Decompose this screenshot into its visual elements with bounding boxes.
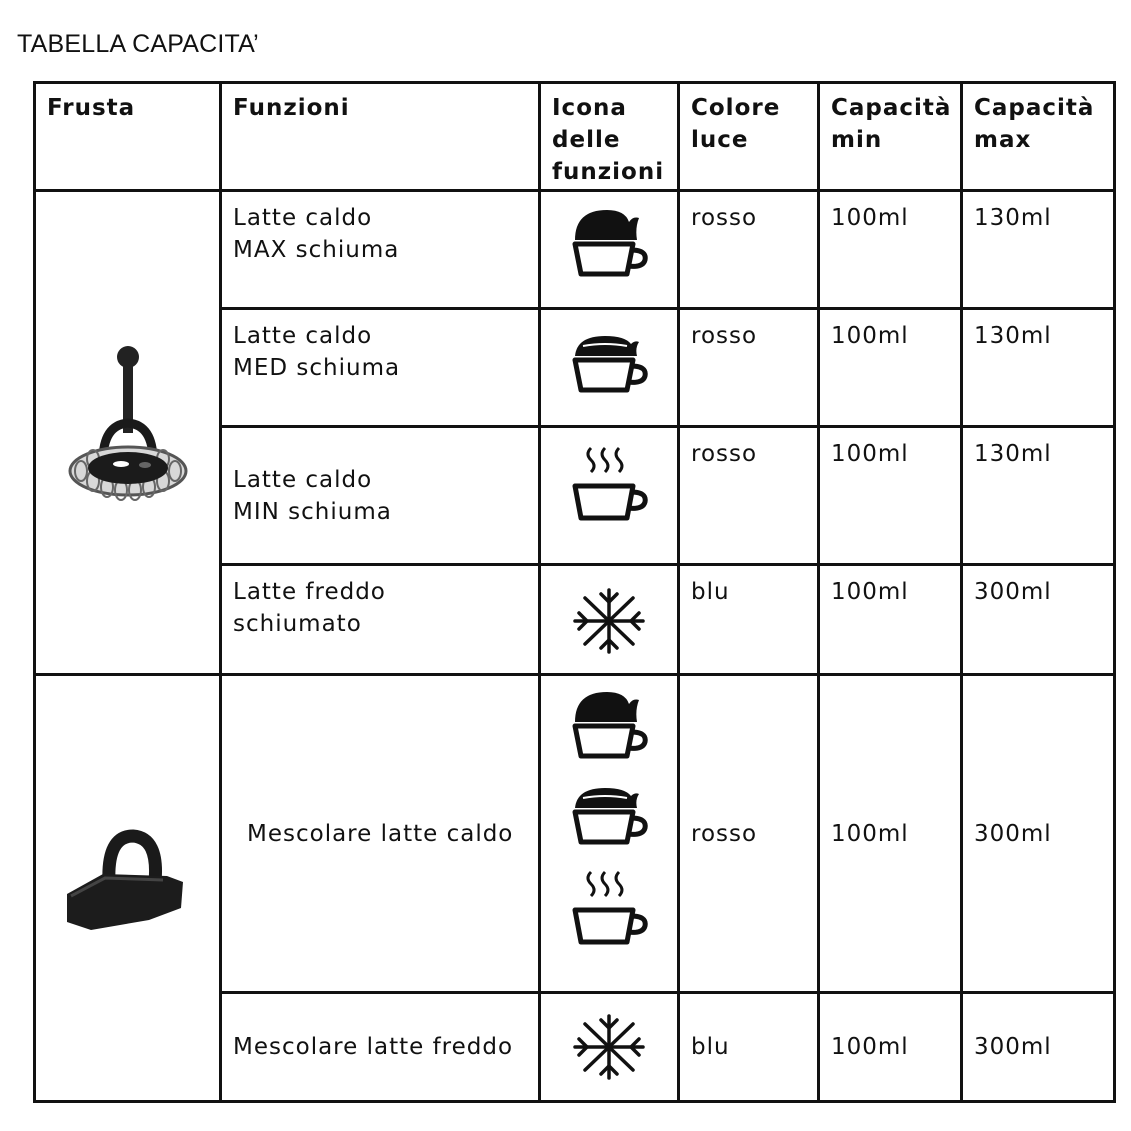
- max-cell: 130ml: [962, 309, 1115, 427]
- icon-cell: [540, 675, 679, 993]
- snowflake-icon: [571, 586, 647, 656]
- light-cell: rosso: [679, 191, 819, 309]
- icon-cell: [540, 309, 679, 427]
- cup-max-foam-icon: [569, 690, 649, 760]
- cup-steam-icon: [569, 446, 649, 522]
- header-row: [35, 83, 1115, 191]
- header-frusta: Frusta: [35, 83, 221, 191]
- header-cap-max: Capacità max: [962, 83, 1115, 191]
- min-cell: 100ml: [819, 191, 962, 309]
- mixing-whisk-image: [63, 824, 193, 944]
- frothing-whisk-image: [63, 343, 193, 513]
- light-cell: rosso: [679, 427, 819, 565]
- cup-med-foam-icon: [569, 332, 649, 394]
- function-cell: Latte caldo MAX schiuma: [221, 191, 540, 309]
- cup-med-foam-icon: [569, 784, 649, 846]
- min-cell: 100ml: [819, 675, 962, 993]
- function-cell: Mescolare latte freddo: [221, 993, 540, 1102]
- function-cell: Latte freddo schiumato: [221, 565, 540, 675]
- header-colore: Colore luce: [679, 83, 819, 191]
- min-cell: 100ml: [819, 309, 962, 427]
- max-cell: 300ml: [962, 565, 1115, 675]
- max-cell: 130ml: [962, 427, 1115, 565]
- header-funzioni: Funzioni: [221, 83, 540, 191]
- function-cell: Mescolare latte caldo: [221, 675, 540, 993]
- min-cell: 100ml: [819, 993, 962, 1102]
- page-title: TABELLA CAPACITA’: [17, 30, 259, 58]
- function-cell: Latte caldo MIN schiuma: [221, 427, 540, 565]
- cup-steam-icon: [569, 870, 649, 946]
- icon-cell: [540, 993, 679, 1102]
- min-cell: 100ml: [819, 565, 962, 675]
- frusta-cell-frothing: [35, 191, 221, 675]
- light-cell: blu: [679, 565, 819, 675]
- snowflake-icon: [571, 1012, 647, 1082]
- cup-max-foam-icon: [569, 208, 649, 278]
- light-cell: rosso: [679, 309, 819, 427]
- icon-cell: [540, 565, 679, 675]
- light-cell: rosso: [679, 675, 819, 993]
- header-cap-min: Capacità min: [819, 83, 962, 191]
- icon-cell: [540, 427, 679, 565]
- max-cell: 130ml: [962, 191, 1115, 309]
- light-cell: blu: [679, 993, 819, 1102]
- icon-cell: [540, 191, 679, 309]
- table-row: [35, 191, 1115, 309]
- min-cell: 100ml: [819, 427, 962, 565]
- table-row: [35, 675, 1115, 993]
- max-cell: 300ml: [962, 675, 1115, 993]
- function-cell: Latte caldo MED schiuma: [221, 309, 540, 427]
- frusta-cell-mixing: [35, 675, 221, 1102]
- max-cell: 300ml: [962, 993, 1115, 1102]
- header-icona: Icona delle funzioni: [540, 83, 679, 191]
- capacity-table: [33, 81, 1116, 1103]
